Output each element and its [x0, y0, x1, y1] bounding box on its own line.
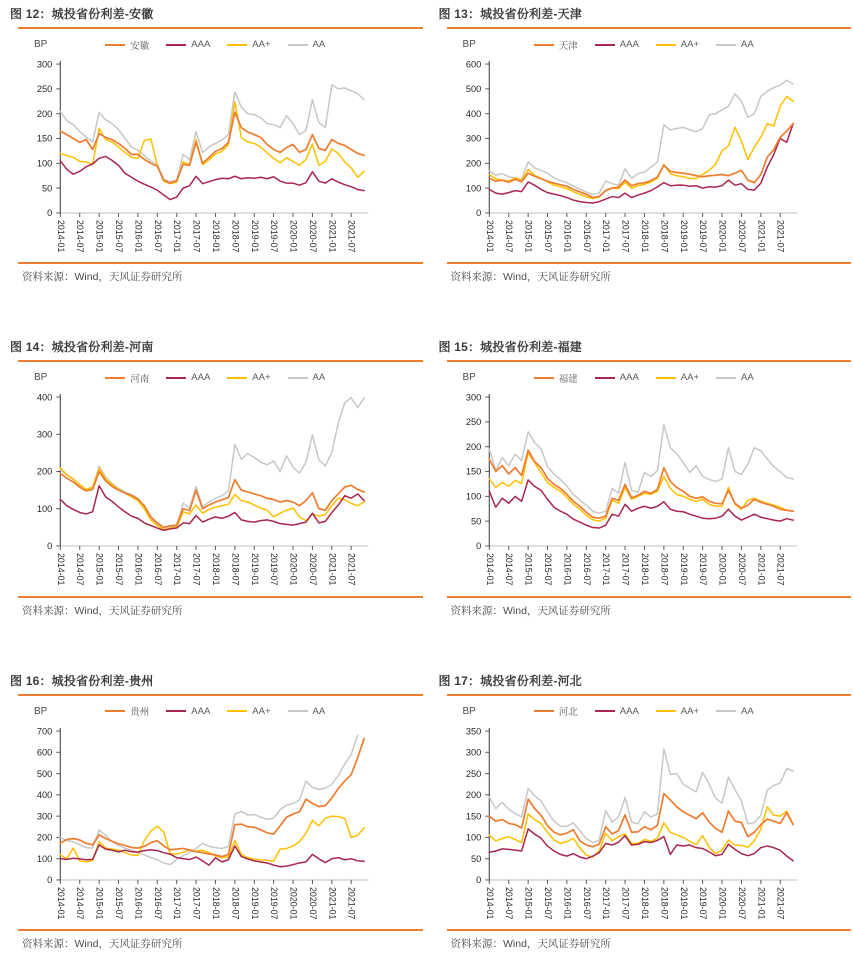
- legend-line-swatch: [534, 44, 554, 46]
- svg-text:2020-01: 2020-01: [288, 220, 299, 253]
- svg-text:250: 250: [36, 84, 53, 95]
- svg-text:500: 500: [465, 84, 481, 95]
- legend-item: [227, 372, 270, 383]
- figure-title: 图 16：城投省份利差-贵州: [10, 673, 154, 688]
- svg-text:2015-07: 2015-07: [113, 886, 124, 919]
- svg-text:2017-01: 2017-01: [600, 886, 611, 919]
- svg-text:300: 300: [36, 810, 53, 821]
- legend-line-swatch: [716, 377, 736, 379]
- line-chart: [8, 721, 423, 928]
- svg-text:100: 100: [36, 158, 53, 169]
- svg-text:2019-07: 2019-07: [697, 553, 708, 586]
- svg-text:400: 400: [465, 108, 481, 119]
- legend-item: [716, 372, 754, 383]
- chart-header: [8, 38, 423, 51]
- legend-line-swatch: [227, 377, 247, 379]
- chart-panel-fig14: [8, 338, 423, 617]
- svg-text:2019-01: 2019-01: [678, 886, 689, 919]
- svg-text:2016-01: 2016-01: [133, 553, 144, 586]
- svg-text:300: 300: [36, 429, 53, 440]
- legend-item: [105, 38, 149, 52]
- svg-text:2014-01: 2014-01: [55, 553, 66, 586]
- legend-label: AAA: [619, 39, 639, 50]
- legend-item: [166, 39, 210, 50]
- chart-legend: [489, 371, 800, 385]
- svg-text:0: 0: [475, 208, 481, 219]
- svg-text:250: 250: [465, 768, 481, 779]
- source-note: 资料来源：Wind，天风证券研究所: [22, 604, 183, 617]
- legend-item: [716, 39, 754, 50]
- chart-legend: [489, 704, 800, 718]
- svg-text:400: 400: [36, 789, 53, 800]
- legend-item: [534, 704, 578, 718]
- svg-text:200: 200: [36, 832, 53, 843]
- svg-text:2021-07: 2021-07: [775, 886, 786, 919]
- svg-text:2016-07: 2016-07: [581, 220, 592, 253]
- svg-text:0: 0: [47, 208, 53, 219]
- chart-panel-fig12: [8, 5, 423, 284]
- svg-text:200: 200: [36, 466, 53, 477]
- svg-text:2021-01: 2021-01: [327, 553, 338, 586]
- legend-label: AAA: [191, 705, 211, 717]
- svg-text:2016-01: 2016-01: [561, 553, 572, 586]
- source-note: 资料来源：Wind，天风证券研究所: [450, 271, 611, 284]
- svg-text:2019-01: 2019-01: [678, 553, 689, 586]
- svg-text:2021-07: 2021-07: [775, 220, 786, 253]
- svg-text:0: 0: [47, 874, 53, 885]
- svg-text:2021-01: 2021-01: [327, 220, 338, 253]
- legend-item: [288, 372, 326, 383]
- series-lines: [60, 735, 364, 866]
- svg-text:2016-07: 2016-07: [581, 553, 592, 586]
- legend-line-swatch: [288, 44, 308, 46]
- svg-text:2015-07: 2015-07: [542, 220, 553, 253]
- legend-item: [227, 39, 270, 50]
- svg-text:2019-01: 2019-01: [249, 553, 260, 586]
- svg-text:500: 500: [36, 768, 53, 779]
- legend-line-swatch: [595, 377, 615, 379]
- svg-text:2020-01: 2020-01: [288, 553, 299, 586]
- svg-text:2016-07: 2016-07: [152, 220, 163, 253]
- svg-text:700: 700: [36, 725, 53, 736]
- legend-item: [595, 39, 639, 50]
- line-chart: [437, 721, 852, 928]
- svg-text:2015-07: 2015-07: [113, 553, 124, 586]
- legend-line-swatch: [656, 44, 676, 46]
- chart-panel-fig13: [437, 5, 852, 284]
- figure-title: 图 12：城投省份利差-安徽: [10, 7, 154, 21]
- svg-text:150: 150: [465, 466, 481, 477]
- svg-text:2019-01: 2019-01: [678, 220, 689, 253]
- svg-text:2021-07: 2021-07: [346, 886, 357, 919]
- svg-text:2021-07: 2021-07: [775, 553, 786, 586]
- svg-text:100: 100: [465, 832, 481, 843]
- source-divider: [18, 596, 423, 598]
- svg-text:2014-07: 2014-07: [75, 220, 86, 253]
- legend-line-swatch: [656, 710, 676, 712]
- series-line-AAA: [489, 480, 793, 528]
- legend-label: AA: [741, 705, 754, 717]
- chart-header: [8, 371, 423, 384]
- legend-line-swatch: [166, 44, 186, 46]
- legend-item: [227, 706, 270, 717]
- svg-text:2020-07: 2020-07: [736, 553, 747, 586]
- legend-label: AAA: [191, 39, 211, 50]
- svg-text:300: 300: [465, 747, 481, 758]
- svg-text:200: 200: [465, 789, 481, 800]
- series-line-AA: [60, 735, 357, 864]
- legend-item: [166, 372, 210, 383]
- svg-text:0: 0: [47, 541, 53, 552]
- figure-title: 图 15：城投省份利差-福建: [438, 340, 582, 355]
- svg-text:2015-01: 2015-01: [523, 220, 534, 253]
- legend-item: [105, 704, 149, 718]
- line-chart: [437, 54, 852, 261]
- svg-text:2018-01: 2018-01: [639, 220, 650, 253]
- legend-item: [656, 706, 699, 717]
- svg-text:2014-01: 2014-01: [484, 886, 495, 919]
- chart-panel-fig16: [8, 672, 423, 951]
- svg-text:100: 100: [36, 853, 53, 864]
- legend-line-swatch: [534, 710, 554, 712]
- svg-text:2018-01: 2018-01: [639, 886, 650, 919]
- axes: [37, 726, 368, 919]
- y-axis-unit-label: BP: [34, 705, 48, 717]
- legend-line-swatch: [595, 44, 615, 46]
- svg-text:2018-07: 2018-07: [230, 220, 241, 253]
- title-divider: [447, 360, 852, 362]
- legend-line-swatch: [227, 710, 247, 712]
- y-axis-unit-label: BP: [462, 39, 476, 50]
- svg-text:2018-07: 2018-07: [230, 553, 241, 586]
- svg-text:100: 100: [465, 183, 481, 194]
- axes: [465, 59, 796, 252]
- source-note: 资料来源：Wind，天风证券研究所: [22, 937, 183, 950]
- svg-text:2015-07: 2015-07: [542, 886, 553, 919]
- svg-text:2014-07: 2014-07: [503, 886, 514, 919]
- svg-text:2018-01: 2018-01: [210, 220, 221, 253]
- svg-text:2019-01: 2019-01: [249, 886, 260, 919]
- svg-text:2019-07: 2019-07: [697, 886, 708, 919]
- svg-text:2017-01: 2017-01: [172, 220, 183, 253]
- source-divider: [447, 596, 852, 598]
- chart-legend: [60, 38, 371, 52]
- title-divider: [18, 694, 423, 696]
- svg-text:50: 50: [470, 853, 481, 864]
- svg-text:350: 350: [465, 725, 481, 736]
- svg-text:2021-01: 2021-01: [327, 886, 338, 919]
- svg-text:2015-01: 2015-01: [94, 553, 105, 586]
- svg-text:2014-01: 2014-01: [55, 886, 66, 919]
- legend-line-swatch: [166, 377, 186, 379]
- svg-text:2014-01: 2014-01: [484, 553, 495, 586]
- legend-label: 福建: [558, 373, 578, 385]
- legend-label: AA: [312, 39, 326, 50]
- svg-text:2021-01: 2021-01: [755, 220, 766, 253]
- svg-text:2020-07: 2020-07: [307, 886, 318, 919]
- svg-text:2017-01: 2017-01: [600, 553, 611, 586]
- svg-text:2021-07: 2021-07: [346, 553, 357, 586]
- legend-label: AA+: [680, 372, 700, 384]
- svg-text:2014-07: 2014-07: [75, 886, 86, 919]
- chart-legend: [60, 371, 371, 385]
- legend-line-swatch: [716, 44, 736, 46]
- svg-text:2015-01: 2015-01: [94, 886, 105, 919]
- legend-item: [534, 371, 578, 385]
- source-note: 资料来源：Wind，天风证券研究所: [22, 271, 183, 284]
- svg-text:150: 150: [465, 810, 481, 821]
- series-line-AA: [60, 85, 364, 182]
- legend-label: AA+: [252, 705, 271, 717]
- series-lines: [489, 748, 793, 860]
- svg-text:2016-01: 2016-01: [561, 886, 572, 919]
- svg-text:2014-01: 2014-01: [55, 220, 66, 253]
- figure-title: 图 13：城投省份利差-天津: [438, 7, 582, 21]
- svg-text:2019-07: 2019-07: [269, 220, 280, 253]
- svg-text:2016-07: 2016-07: [581, 886, 592, 919]
- chart-header: [8, 705, 423, 718]
- svg-text:2018-07: 2018-07: [658, 886, 669, 919]
- y-axis-unit-label: BP: [34, 39, 48, 50]
- legend-label: AAA: [619, 372, 639, 384]
- svg-text:2019-07: 2019-07: [697, 220, 708, 253]
- svg-text:2015-07: 2015-07: [113, 220, 124, 253]
- legend-label: AA+: [680, 705, 700, 717]
- svg-text:600: 600: [36, 747, 53, 758]
- chart-legend: [489, 38, 800, 52]
- legend-label: AA: [741, 39, 754, 50]
- chart-panel-fig15: [437, 338, 852, 617]
- legend-item: [595, 372, 639, 383]
- legend-line-swatch: [716, 710, 736, 712]
- line-chart: [8, 54, 423, 261]
- legend-line-swatch: [288, 710, 308, 712]
- svg-text:2018-01: 2018-01: [210, 553, 221, 586]
- series-line-贵州: [60, 738, 364, 856]
- svg-text:2014-07: 2014-07: [503, 553, 514, 586]
- svg-text:200: 200: [36, 108, 53, 119]
- axes: [37, 59, 368, 252]
- figure-title: 图 14：城投省份利差-河南: [10, 340, 154, 355]
- legend-line-swatch: [166, 710, 186, 712]
- chart-header: [437, 38, 852, 51]
- chart-legend: [60, 704, 371, 718]
- svg-text:2020-01: 2020-01: [717, 553, 728, 586]
- svg-text:2018-01: 2018-01: [210, 886, 221, 919]
- series-lines: [489, 425, 793, 528]
- legend-label: AA+: [252, 39, 271, 50]
- svg-text:2017-01: 2017-01: [600, 220, 611, 253]
- legend-label: 河北: [558, 707, 578, 718]
- legend-item: [534, 38, 578, 52]
- svg-text:2017-07: 2017-07: [620, 220, 631, 253]
- legend-item: [595, 706, 639, 717]
- legend-label: AAA: [619, 705, 639, 717]
- svg-text:2017-01: 2017-01: [172, 886, 183, 919]
- legend-label: AA+: [680, 39, 700, 50]
- svg-text:2016-01: 2016-01: [133, 886, 144, 919]
- series-line-AAA: [489, 124, 793, 203]
- y-axis-unit-label: BP: [462, 372, 476, 384]
- series-line-AAA: [489, 828, 793, 860]
- y-axis-unit-label: BP: [462, 705, 476, 717]
- chart-panel-fig17: [437, 672, 852, 951]
- svg-text:2018-07: 2018-07: [230, 886, 241, 919]
- svg-text:2018-07: 2018-07: [658, 553, 669, 586]
- svg-text:0: 0: [475, 874, 481, 885]
- legend-label: AA: [312, 372, 326, 384]
- svg-text:2016-01: 2016-01: [133, 220, 144, 253]
- source-divider: [447, 262, 852, 264]
- svg-text:2018-07: 2018-07: [658, 220, 669, 253]
- title-divider: [18, 27, 423, 29]
- legend-label: 天津: [558, 40, 578, 52]
- svg-text:2017-07: 2017-07: [191, 553, 202, 586]
- svg-text:2018-01: 2018-01: [639, 553, 650, 586]
- legend-line-swatch: [105, 377, 125, 379]
- svg-text:200: 200: [465, 158, 481, 169]
- svg-text:50: 50: [470, 516, 481, 527]
- svg-text:2014-07: 2014-07: [75, 553, 86, 586]
- svg-text:2020-07: 2020-07: [736, 220, 747, 253]
- legend-line-swatch: [288, 377, 308, 379]
- svg-text:2019-07: 2019-07: [269, 553, 280, 586]
- legend-line-swatch: [656, 377, 676, 379]
- svg-text:50: 50: [41, 183, 53, 194]
- svg-text:2021-01: 2021-01: [755, 886, 766, 919]
- source-divider: [18, 929, 423, 931]
- title-divider: [18, 360, 423, 362]
- svg-text:2017-07: 2017-07: [191, 886, 202, 919]
- legend-label: 河南: [130, 373, 150, 385]
- svg-text:200: 200: [465, 442, 481, 453]
- svg-text:2017-07: 2017-07: [620, 553, 631, 586]
- legend-label: AA+: [252, 372, 271, 384]
- svg-text:2015-07: 2015-07: [542, 553, 553, 586]
- svg-text:2020-01: 2020-01: [717, 886, 728, 919]
- title-divider: [447, 694, 852, 696]
- svg-text:0: 0: [475, 541, 481, 552]
- svg-text:2019-07: 2019-07: [269, 886, 280, 919]
- legend-item: [288, 706, 326, 717]
- legend-label: 贵州: [130, 707, 150, 718]
- svg-text:2015-01: 2015-01: [523, 886, 534, 919]
- legend-label: AAA: [191, 372, 211, 384]
- svg-text:2016-01: 2016-01: [561, 220, 572, 253]
- legend-item: [656, 372, 699, 383]
- legend-label: AA: [312, 705, 326, 717]
- series-lines: [60, 398, 364, 531]
- svg-text:2021-07: 2021-07: [346, 220, 357, 253]
- svg-text:2020-01: 2020-01: [717, 220, 728, 253]
- svg-text:100: 100: [36, 504, 53, 515]
- y-axis-unit-label: BP: [34, 372, 48, 384]
- svg-text:2016-07: 2016-07: [152, 553, 163, 586]
- svg-text:2014-01: 2014-01: [484, 220, 495, 253]
- chart-header: [437, 371, 852, 384]
- svg-text:2017-07: 2017-07: [620, 886, 631, 919]
- svg-text:300: 300: [36, 59, 53, 70]
- series-line-AA: [489, 80, 793, 194]
- legend-label: AA: [741, 372, 754, 384]
- svg-text:300: 300: [465, 133, 481, 144]
- svg-text:2017-07: 2017-07: [191, 220, 202, 253]
- source-divider: [447, 929, 852, 931]
- svg-text:2021-01: 2021-01: [755, 553, 766, 586]
- legend-line-swatch: [595, 710, 615, 712]
- svg-text:400: 400: [36, 392, 53, 403]
- svg-text:250: 250: [465, 417, 481, 428]
- legend-line-swatch: [534, 377, 554, 379]
- svg-text:150: 150: [36, 133, 53, 144]
- figure-title: 图 17：城投省份利差-河北: [438, 673, 582, 688]
- svg-text:600: 600: [465, 59, 481, 70]
- legend-item: [716, 706, 754, 717]
- series-lines: [489, 80, 793, 203]
- svg-text:2020-07: 2020-07: [736, 886, 747, 919]
- legend-label: 安徽: [130, 40, 150, 52]
- svg-text:2020-07: 2020-07: [307, 220, 318, 253]
- series-line-AA+: [60, 102, 364, 184]
- chart-header: [437, 705, 852, 718]
- svg-text:2015-01: 2015-01: [523, 553, 534, 586]
- legend-item: [656, 39, 699, 50]
- source-divider: [18, 262, 423, 264]
- legend-item: [105, 371, 149, 385]
- svg-text:2015-01: 2015-01: [94, 220, 105, 253]
- line-chart: [8, 387, 423, 594]
- legend-line-swatch: [105, 44, 125, 46]
- series-line-天津: [489, 124, 793, 198]
- svg-text:2019-01: 2019-01: [249, 220, 260, 253]
- series-line-AA+: [489, 806, 793, 856]
- source-note: 资料来源：Wind，天风证券研究所: [450, 937, 611, 950]
- source-note: 资料来源：Wind，天风证券研究所: [450, 604, 611, 617]
- legend-item: [166, 706, 210, 717]
- title-divider: [447, 27, 852, 29]
- line-chart: [437, 387, 852, 594]
- svg-text:300: 300: [465, 392, 481, 403]
- svg-text:2014-07: 2014-07: [503, 220, 514, 253]
- svg-text:2020-01: 2020-01: [288, 886, 299, 919]
- svg-text:2020-07: 2020-07: [307, 553, 318, 586]
- legend-line-swatch: [105, 710, 125, 712]
- svg-text:100: 100: [465, 491, 481, 502]
- svg-text:2016-07: 2016-07: [152, 886, 163, 919]
- svg-text:2017-01: 2017-01: [172, 553, 183, 586]
- legend-line-swatch: [227, 44, 247, 46]
- series-lines: [60, 85, 364, 200]
- legend-item: [288, 39, 326, 50]
